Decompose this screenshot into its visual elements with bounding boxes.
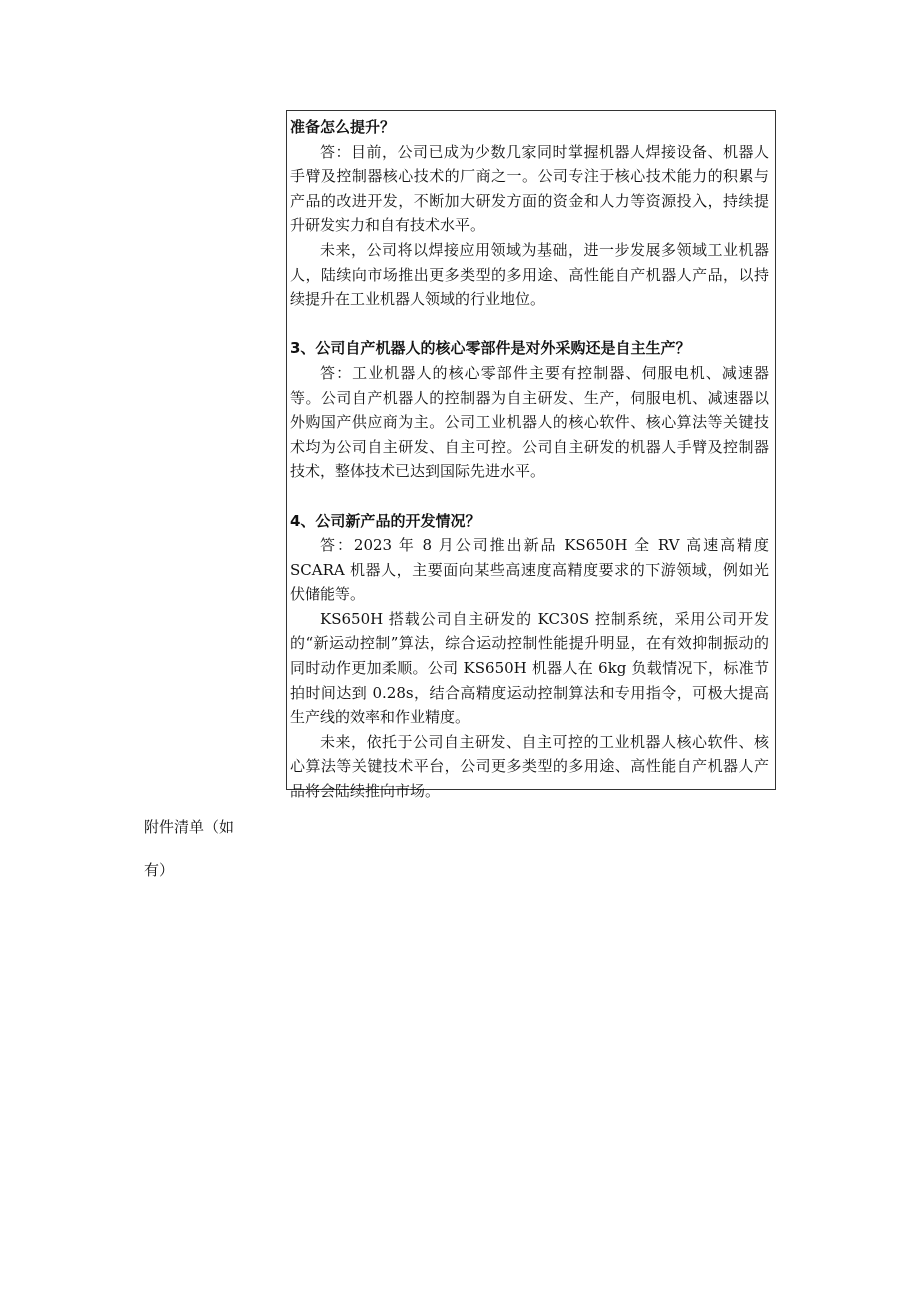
answer-paragraph: 未来，依托于公司自主研发、自主可控的工业机器人核心软件、核心算法等关键技术平台，公司更多类型的多用途、高性能自产机器人产品将会陆续推向市场。 [290, 732, 769, 801]
answer-paragraph: 答：目前，公司已成为少数几家同时掌握机器人焊接设备、机器人手臂及控制器核心技术的厂商之一。公司专注于核心技术能力的积累与产品的改进开发，不断加大研发方面的资金和人力等资源投入，持续提升研发实力和自有技术水平。 [290, 142, 769, 235]
question-heading: 3、公司自产机器人的核心零部件是对外采购还是自主生产？ [290, 339, 691, 358]
answer-paragraph: 答：工业机器人的核心零部件主要有控制器、伺服电机、减速器等。公司自产机器人的控制器为自主研发、生产，伺服电机、减速器以外购国产供应商为主。公司工业机器人的核心软件、核心算法等关键技术均为公司自主研发、自主可控。公司自主研发的机器人手臂及控制器技术，整体技术已达到国际先进水平。 [290, 363, 769, 481]
answer-paragraph: KS650H 搭载公司自主研发的 KC30S 控制系统，采用公司开发的“新运动控制”算法，综合运动控制性能提升明显，在有效抑制振动的同时动作更加柔顺。公司 KS650H 机器人在 6kg 负载情况下，标准节拍时间达到 0.28s，结合高精度运动控制算法和专用指令，可极大提高生产线的效率和作业精度。 [290, 609, 769, 727]
qa-section-core-components [290, 336, 769, 484]
attachment-list-label: 附件清单（如 [144, 818, 235, 836]
question-heading: 准备怎么提升？ [290, 118, 396, 136]
answer-paragraph: 未来，公司将以焊接应用领域为基础，进一步发展多领域工业机器人，陆续向市场推出更多类型的多用途、高性能自产机器人产品，以持续提升在工业机器人领域的行业地位。 [290, 240, 769, 309]
question-heading: 4、公司新产品的开发情况？ [290, 511, 481, 530]
attachment-list-label-continued: 有） [144, 861, 175, 879]
qa-section-new-products [290, 509, 769, 804]
answer-paragraph: 答：2023 年 8 月公司推出新品 KS650H 全 RV 高速高精度 SCARA 机器人，主要面向某些高速度高精度要求的下游领域，例如光伏储能等。 [290, 536, 769, 604]
qa-section-upgrade [290, 115, 769, 312]
content-cell [286, 110, 776, 801]
